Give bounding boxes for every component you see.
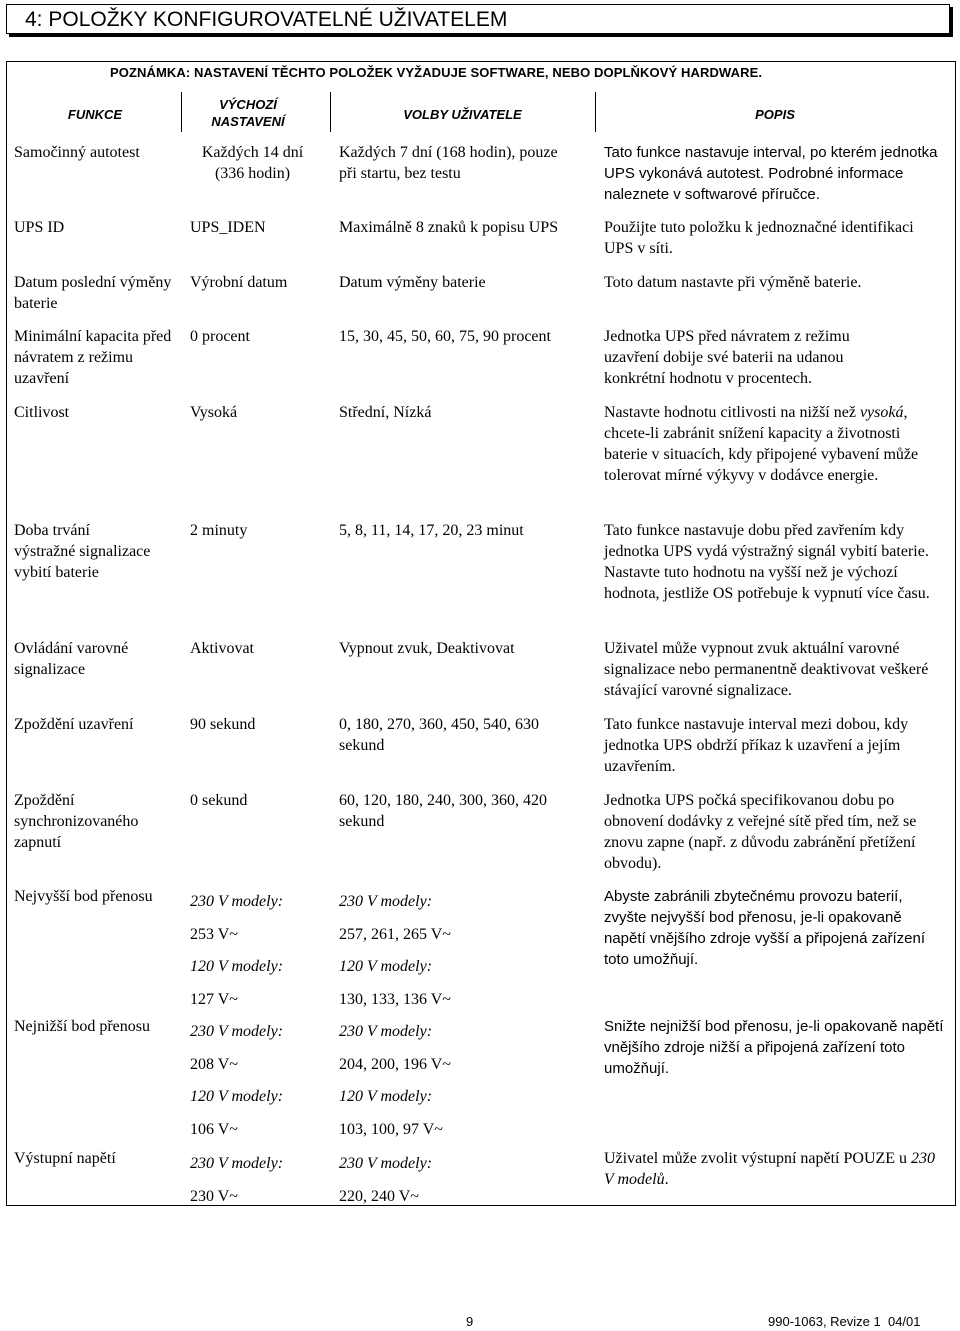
- row-popis: Abyste zabránili zbytečnému provozu baterií, zvyšte nejvyšší bod přenosu, je-li opakovaně napětí vnějšího zdroje vyšší a připojená zařízení toto umožňují.: [604, 888, 926, 968]
- header-separator: [595, 92, 596, 132]
- row-popis: Jednotka UPS před návratem z režimu uzavření dobije své baterii na udanou konkrétní hodnotu v procentech.: [604, 328, 850, 387]
- column-header-popis: POPIS: [755, 107, 795, 122]
- row-popis: [604, 1148, 944, 1190]
- popis-italic: vysoká: [859, 404, 904, 421]
- column-header-volby: VOLBY UŽIVATELE: [403, 107, 522, 122]
- voltage-value: 257, 261, 265 V~: [339, 925, 451, 943]
- model-label: 230 V modely:: [339, 1023, 433, 1040]
- voltage-value: 127 V~: [190, 990, 238, 1008]
- row-vychozi: 2 minuty: [190, 522, 248, 539]
- row-funkce: Citlivost: [14, 404, 70, 421]
- row-vychozi-line: [190, 886, 330, 1016]
- model-label: 120 V modely:: [190, 1088, 284, 1105]
- row-popis: Jednotka UPS počká specifikovanou dobu po obnovení dodávky z veřejné sítě před tím, než se znovu zapne (např. z důvodu zabránění přetížení obvodu).: [604, 792, 917, 872]
- popis-text: .: [664, 1171, 669, 1188]
- header-separator: [330, 92, 331, 132]
- row-volby: 60, 120, 180, 240, 300, 360, 420 sekund: [339, 792, 547, 830]
- voltage-value: 204, 200, 196 V~: [339, 1055, 451, 1073]
- row-volby-lines: [339, 886, 589, 1016]
- row-funkce: Výstupní napětí: [14, 1150, 116, 1167]
- row-vychozi: Aktivovat: [190, 640, 254, 657]
- table-note: POZNÁMKA: NASTAVENÍ TĚCHTO POLOŽEK VYŽADUJE SOFTWARE, NEBO DOPLŇKOVÝ HARDWARE.: [110, 65, 763, 80]
- voltage-value: 106 V~: [190, 1120, 238, 1138]
- popis-text: Nastavte hodnotu citlivosti na nižší než: [604, 404, 860, 421]
- row-vychozi: UPS_IDEN: [190, 219, 266, 236]
- row-vychozi: 0 procent: [190, 328, 250, 345]
- popis-text: , chcete-li zabránit snížení kapacity a životnosti baterie v situacích, kdy připojené vybavení může tolerovat mírné výkyvy v dodávce energie.: [604, 404, 919, 484]
- row-funkce: Zpoždění uzavření: [14, 716, 134, 733]
- row-popis: Tato funkce nastavuje dobu před zavřením kdy jednotka UPS vydá výstražný signál vybití baterie. Nastavte tuto hodnotu na vyšší než je výchozí hodnota, jestliže OS potřebuje k vypnutí více času.: [604, 522, 930, 602]
- row-volby: Střední, Nízká: [339, 404, 432, 421]
- voltage-value: 130, 133, 136 V~: [339, 990, 451, 1008]
- row-funkce: Minimální kapacita před návratem z režimu uzavření: [14, 328, 172, 387]
- row-funkce: Nejvyšší bod přenosu: [14, 888, 153, 905]
- voltage-value: 253 V~: [190, 925, 238, 943]
- model-label: 230 V modely:: [339, 893, 433, 910]
- row-funkce: Zpoždění synchronizovaného zapnutí: [14, 792, 139, 851]
- row-vychozi: 0 sekund: [190, 792, 248, 809]
- row-popis: Použijte tuto položku k jednoznačné identifikaci UPS v síti.: [604, 219, 914, 257]
- row-vychozi: Každých 14 dní (336 hodin): [201, 144, 304, 182]
- model-label: 230 V modely:: [190, 893, 284, 910]
- row-vychozi: 90 sekund: [190, 716, 256, 733]
- row-volby: Maximálně 8 znaků k popisu UPS: [339, 219, 559, 236]
- model-label: 230 V modely:: [190, 1155, 284, 1172]
- row-popis: Snižte nejnižší bod přenosu, je-li opakovaně napětí vnějšího zdroje nižší a připojená zařízení toto umožňují.: [604, 1018, 944, 1077]
- row-volby-lines: [339, 1148, 589, 1213]
- row-funkce: Samočinný autotest: [14, 144, 140, 161]
- row-volby: Vypnout zvuk, Deaktivovat: [339, 640, 515, 657]
- page-number: 9: [466, 1314, 474, 1329]
- model-label: 120 V modely:: [339, 1088, 433, 1105]
- row-volby-lines: [339, 1016, 589, 1146]
- voltage-value: 220, 240 V~: [339, 1187, 419, 1205]
- row-vychozi: Vysoká: [190, 404, 238, 421]
- column-header-vychozi: VÝCHOZÍ NASTAVENÍ: [211, 97, 285, 129]
- popis-text: Tato funkce nastavuje interval, po kterém jednotka UPS vykonává autotest. Podrobné informace naleznete v softwarové příručce.: [604, 144, 938, 203]
- row-funkce: Nejnižší bod přenosu: [14, 1018, 150, 1035]
- row-popis: Uživatel může vypnout zvuk aktuální varovné signalizace nebo permanentně deaktivovat veškeré stávající varovné signalizace.: [604, 640, 929, 699]
- document-revision: 990-1063, Revize 1 04/01: [768, 1314, 921, 1329]
- row-volby: 15, 30, 45, 50, 60, 75, 90 procent: [339, 328, 551, 345]
- popis-italic: 230 V modelů: [604, 1150, 936, 1188]
- model-label: 230 V modely:: [190, 1023, 284, 1040]
- row-popis: Toto datum nastavte při výměně baterie.: [604, 274, 862, 291]
- row-popis: [604, 142, 939, 205]
- row-volby: Každých 7 dní (168 hodin), pouze při startu, bez testu: [339, 144, 558, 182]
- row-funkce: Doba trvání výstražné signalizace vybití baterie: [14, 522, 151, 581]
- row-vychozi: Výrobní datum: [190, 274, 288, 291]
- row-funkce: Ovládání varovné signalizace: [14, 640, 129, 678]
- model-label: 120 V modely:: [339, 958, 433, 975]
- row-popis: Tato funkce nastavuje interval mezi dobou, kdy jednotka UPS obdrží příkaz k uzavření a jejím uzavřením.: [604, 716, 909, 775]
- row-volby: Datum výměny baterie: [339, 274, 486, 291]
- row-volby: 5, 8, 11, 14, 17, 20, 23 minut: [339, 522, 524, 539]
- voltage-value: 103, 100, 97 V~: [339, 1120, 443, 1138]
- row-popis: [604, 402, 939, 486]
- header-separator: [181, 92, 182, 132]
- row-funkce: UPS ID: [14, 219, 65, 236]
- voltage-value: 208 V~: [190, 1055, 238, 1073]
- row-vychozi-line: [190, 1148, 330, 1213]
- row-funkce: Datum poslední výměny baterie: [14, 274, 172, 312]
- row-vychozi-line: [190, 1016, 330, 1146]
- voltage-value: 230 V~: [190, 1187, 238, 1205]
- column-header-funkce: FUNKCE: [67, 107, 123, 122]
- model-label: 230 V modely:: [339, 1155, 433, 1172]
- row-volby: 0, 180, 270, 360, 450, 540, 630 sekund: [339, 716, 539, 754]
- section-title: 4: POLOŽKY KONFIGUROVATELNÉ UŽIVATELEM: [6, 4, 950, 34]
- model-label: 120 V modely:: [190, 958, 284, 975]
- popis-text: Uživatel může zvolit výstupní napětí POUZE u: [604, 1150, 912, 1167]
